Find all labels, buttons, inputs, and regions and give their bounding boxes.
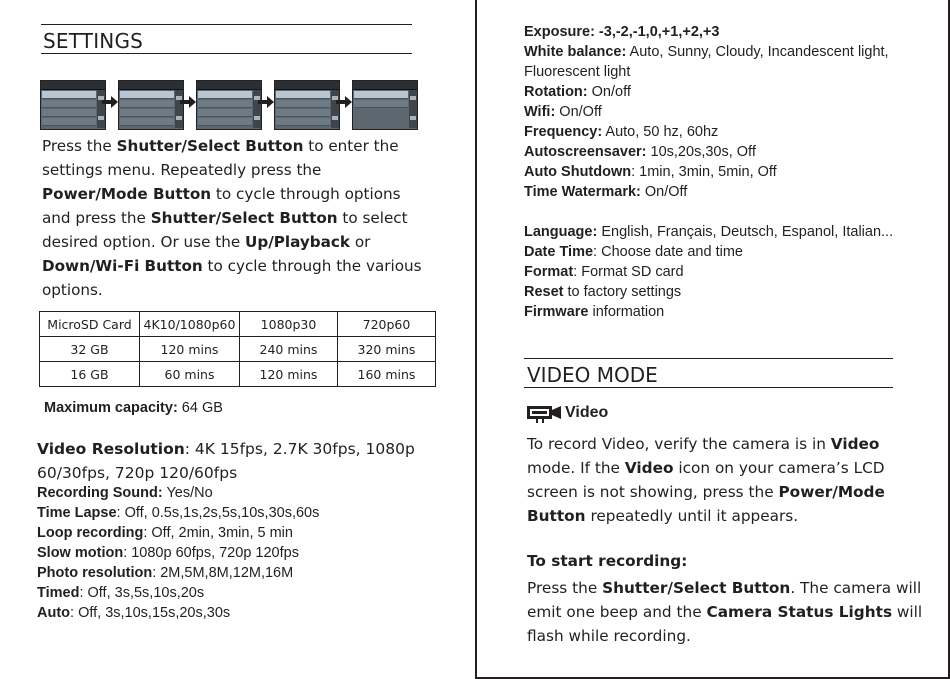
arrow-right-icon (258, 96, 274, 108)
spec-line (37, 603, 437, 623)
menu-screen-4 (274, 80, 340, 130)
menu-screen-5 (352, 80, 418, 130)
video-mode-heading: VIDEO MODE (527, 363, 658, 387)
bold-text: Video (830, 435, 880, 453)
text-run: repeatedly until it appears. (585, 507, 799, 525)
spec-value: : Off, 3s,10s,15s,20s,30s (70, 605, 231, 621)
capacity-table (39, 311, 436, 387)
text-run: To record Video, verify the camera is in (527, 435, 831, 453)
spec-value: On/Off (555, 104, 602, 120)
bold-text: Shutter/Select Button (116, 137, 304, 155)
spec-label: Exposure: -3,-2,-1,0,+1,+2,+3 (524, 24, 720, 40)
max-capacity-value: 64 GB (177, 400, 223, 416)
video-resolution (37, 437, 427, 485)
spacer (524, 202, 924, 222)
table-header-cell: 720p60 (338, 312, 436, 337)
settings-instructions (42, 134, 422, 302)
spec-value: English, Français, Deutsch, Espanol, Italian... (597, 224, 894, 240)
spec-label: Format (524, 264, 574, 280)
video-resolution-value: : 4K 15fps, 2.7K 30fps, 1080p 60/30fps, 720p 120/60fps (37, 440, 415, 482)
spec-value: : 1min, 3min, 5min, Off (631, 164, 777, 180)
heading-rule (524, 387, 893, 388)
table-header-cell: 4K10/1080p60 (140, 312, 240, 337)
max-capacity-label: Maximum capacity: (44, 400, 178, 416)
spec-line (37, 543, 437, 563)
spec-value: 10s,20s,30s, Off (646, 144, 756, 160)
arrow-right-icon (180, 96, 196, 108)
spec-line (524, 282, 924, 302)
spec-value: : 2M,5M,8M,12M,16M (152, 565, 294, 581)
video-camera-icon (527, 405, 563, 423)
spec-value: : Format SD card (573, 264, 684, 280)
spec-line (524, 222, 924, 242)
spec-line (37, 483, 437, 503)
video-resolution-label: Video Resolution (37, 440, 185, 458)
right-spec-list (524, 22, 924, 322)
spec-label: Slow motion (37, 545, 124, 561)
bold-text: Camera Status Lights (706, 603, 893, 621)
bold-text: Video (624, 459, 674, 477)
table-cell: 120 mins (140, 337, 240, 362)
table-row (40, 362, 436, 387)
spec-label: White balance: (524, 44, 627, 60)
arrow-right-icon (102, 96, 118, 108)
video-label: Video (565, 404, 609, 421)
heading-rule (41, 53, 412, 54)
table-row (40, 337, 436, 362)
text-run: to cycle through the various options. (42, 257, 422, 299)
text-run: to enter the settings menu. Repeatedly press the (42, 137, 399, 179)
arrow-right-icon (336, 96, 352, 108)
spec-line (524, 122, 924, 142)
spec-value: : Off, 0.5s,1s,2s,5s,10s,30s,60s (116, 505, 320, 521)
spec-value: : 1080p 60fps, 720p 120fps (123, 545, 299, 561)
text-run: Press the (527, 579, 603, 597)
spec-label: Autoscreensaver: (524, 144, 647, 160)
video-description (527, 432, 927, 528)
page-border-left (475, 0, 477, 679)
spec-label: Recording Sound: (37, 485, 163, 501)
bold-text: Down/Wi-Fi Button (42, 257, 203, 275)
spec-value: On/off (587, 84, 631, 100)
table-cell: 160 mins (338, 362, 436, 387)
text-run: to cycle through options and press the (42, 185, 401, 227)
bold-text: Power/Mode Button (42, 185, 212, 203)
spec-label: Firmware (524, 304, 589, 320)
menu-screen-2 (118, 80, 184, 130)
spec-label: Frequency: (524, 124, 603, 140)
table-header-cell: 1080p30 (240, 312, 338, 337)
section-rule (524, 358, 893, 359)
spec-label: Rotation: (524, 84, 588, 100)
spec-value: : Choose date and time (593, 244, 743, 260)
spec-value: Yes/No (162, 485, 213, 501)
left-spec-list (37, 483, 437, 623)
spec-line (37, 563, 437, 583)
menu-screen-3 (196, 80, 262, 130)
settings-heading: SETTINGS (43, 29, 144, 53)
table-cell: 16 GB (40, 362, 140, 387)
spec-value: to factory settings (563, 284, 682, 300)
spec-line (524, 142, 924, 162)
text-run: Press the (42, 137, 117, 155)
spec-line (524, 22, 924, 42)
bold-text: Up/Playback (245, 233, 351, 251)
spec-label: Reset (524, 284, 564, 300)
bold-text: Shutter/Select Button (150, 209, 338, 227)
start-recording-heading: To start recording: (527, 552, 688, 570)
spec-line (37, 523, 437, 543)
top-rule (41, 24, 412, 25)
start-recording-text (527, 576, 927, 648)
spec-label: Timed (37, 585, 80, 601)
spec-value: information (588, 304, 665, 320)
spec-line (524, 82, 924, 102)
table-cell: 320 mins (338, 337, 436, 362)
text-run: . The camera will emit one beep and the (527, 579, 922, 621)
max-capacity (44, 400, 223, 416)
table-cell: 120 mins (240, 362, 338, 387)
spec-label: Auto (37, 605, 71, 621)
spec-label: Wifi: (524, 104, 556, 120)
spec-label: Auto Shutdown (524, 164, 632, 180)
bold-text: Power/Mode Button (527, 483, 885, 525)
spec-value: Auto, 50 hz, 60hz (602, 124, 719, 140)
table-header-cell: MicroSD Card (40, 312, 140, 337)
table-cell: 32 GB (40, 337, 140, 362)
spec-value: On/Off (640, 184, 688, 200)
text-run: mode. If the (527, 459, 625, 477)
spec-line (524, 182, 924, 202)
spec-label: Loop recording (37, 525, 144, 541)
spec-line (524, 162, 924, 182)
table-cell: 240 mins (240, 337, 338, 362)
text-run: icon on your camera’s LCD screen is not showing, press the (527, 459, 885, 501)
text-run: or (350, 233, 371, 251)
spec-line (524, 302, 924, 322)
bold-text: Shutter/Select Button (602, 579, 791, 597)
spec-line (37, 503, 437, 523)
text-run: will flash while recording. (527, 603, 923, 645)
spec-value: : Off, 3s,5s,10s,20s (79, 585, 205, 601)
spec-line (524, 42, 924, 82)
spec-line (524, 242, 924, 262)
spec-label: Photo resolution (37, 565, 153, 581)
spec-label: Date Time (524, 244, 594, 260)
spec-value: Auto, Sunny, Cloudy, Incandescent light, Fluorescent light (524, 44, 889, 80)
spec-line (524, 262, 924, 282)
spec-value: : Off, 2min, 3min, 5 min (143, 525, 293, 541)
spec-line (524, 102, 924, 122)
table-header-row (40, 312, 436, 337)
table-cell: 60 mins (140, 362, 240, 387)
spec-label: Time Watermark: (524, 184, 641, 200)
spec-label: Time Lapse (37, 505, 117, 521)
spec-label: Language: (524, 224, 598, 240)
menu-screen-1 (40, 80, 106, 130)
spec-line (37, 583, 437, 603)
text-run: to select desired option. Or use the (42, 209, 408, 251)
